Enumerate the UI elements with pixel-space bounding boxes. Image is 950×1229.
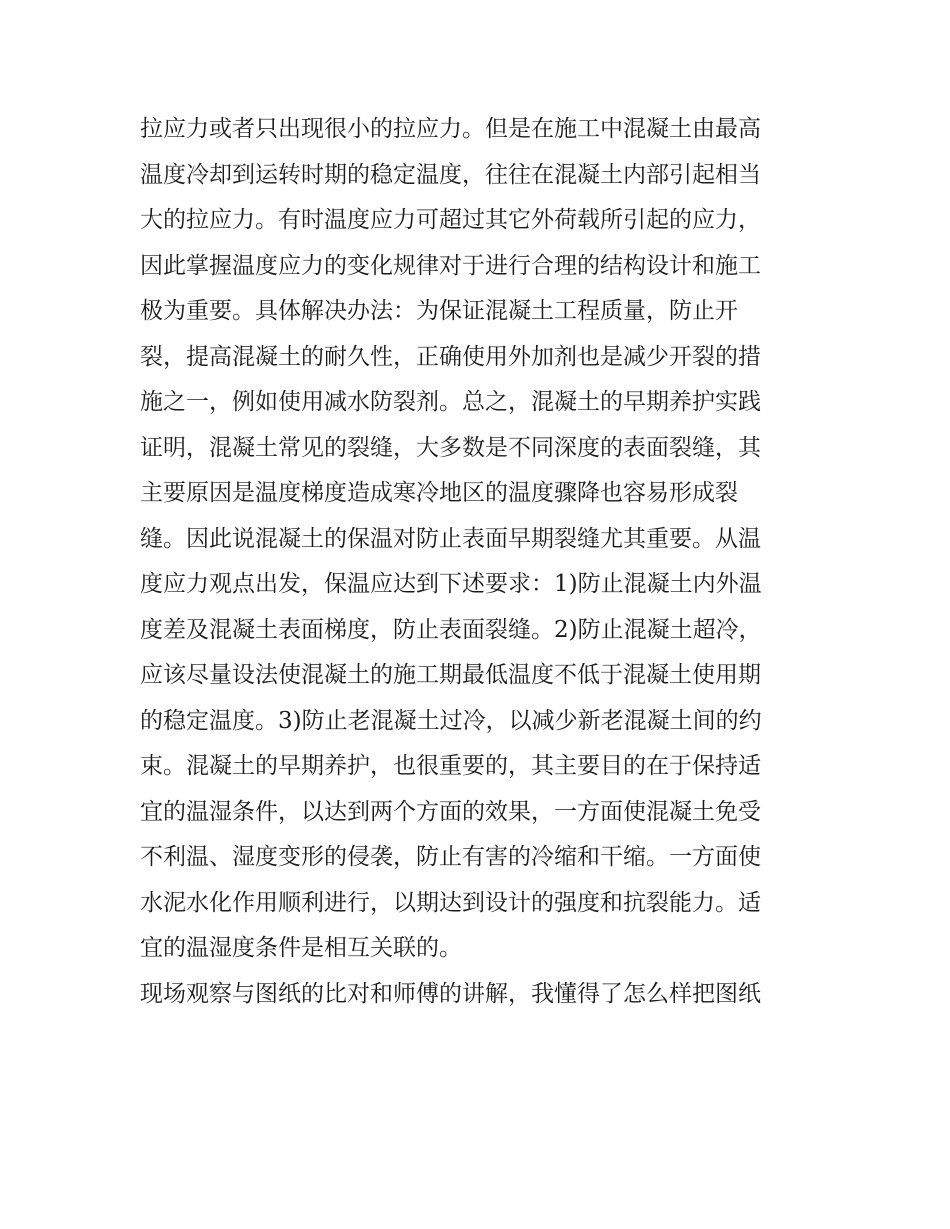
text-line: 不利温、湿度变形的侵袭，防止有害的冷缩和干缩。一方面使 bbox=[140, 844, 761, 870]
text-line: 现场观察与图纸的比对和师傅的讲解，我懂得了怎么样把图纸 bbox=[140, 980, 761, 1007]
text-line: 度差及混凝土表面梯度，防止表面裂缝。2)防止混凝土超冷， bbox=[140, 616, 762, 643]
text-line: 拉应力或者只出现很小的拉应力。但是在施工中混凝土由最高 bbox=[140, 116, 761, 142]
text-line: 主要原因是温度梯度造成寒冷地区的温度骤降也容易形成裂 bbox=[140, 480, 738, 506]
text-line: 水泥水化作用顺利进行，以期达到设计的强度和抗裂能力。适 bbox=[140, 889, 761, 916]
text-line: 缝。因此说混凝土的保温对防止表面早期裂缝尤其重要。从温 bbox=[140, 525, 761, 552]
text-line: 裂，提高混凝土的耐久性，正确使用外加剂也是减少开裂的措 bbox=[140, 343, 761, 370]
text-line: 宜的温湿度条件是相互关联的。 bbox=[140, 935, 462, 961]
body-text bbox=[140, 107, 820, 1017]
text-line: 施之一，例如使用减水防裂剂。总之，混凝土的早期养护实践 bbox=[140, 389, 761, 415]
text-line: 大的拉应力。有时温度应力可超过其它外荷载所引起的应力， bbox=[140, 207, 761, 233]
text-line: 束。混凝土的早期养护，也很重要的，其主要目的在于保持适 bbox=[140, 753, 761, 779]
text-line: 的稳定温度。3)防止老混凝土过冷，以减少新老混凝土间的约 bbox=[140, 707, 762, 734]
text-line: 度应力观点出发，保温应达到下述要求：1)防止混凝土内外温 bbox=[140, 571, 762, 597]
text-line: 宜的温湿条件，以达到两个方面的效果，一方面使混凝土免受 bbox=[140, 798, 761, 825]
text-line: 极为重要。具体解决办法：为保证混凝土工程质量，防止开 bbox=[140, 298, 738, 324]
text-line: 证明，混凝土常见的裂缝，大多数是不同深度的表面裂缝，其 bbox=[140, 434, 761, 461]
text-line: 温度冷却到运转时期的稳定温度，往往在混凝土内部引起相当 bbox=[140, 161, 761, 188]
text-line: 因此掌握温度应力的变化规律对于进行合理的结构设计和施工 bbox=[140, 252, 761, 279]
text-line: 应该尽量设法使混凝土的施工期最低温度不低于混凝土使用期 bbox=[140, 662, 761, 688]
